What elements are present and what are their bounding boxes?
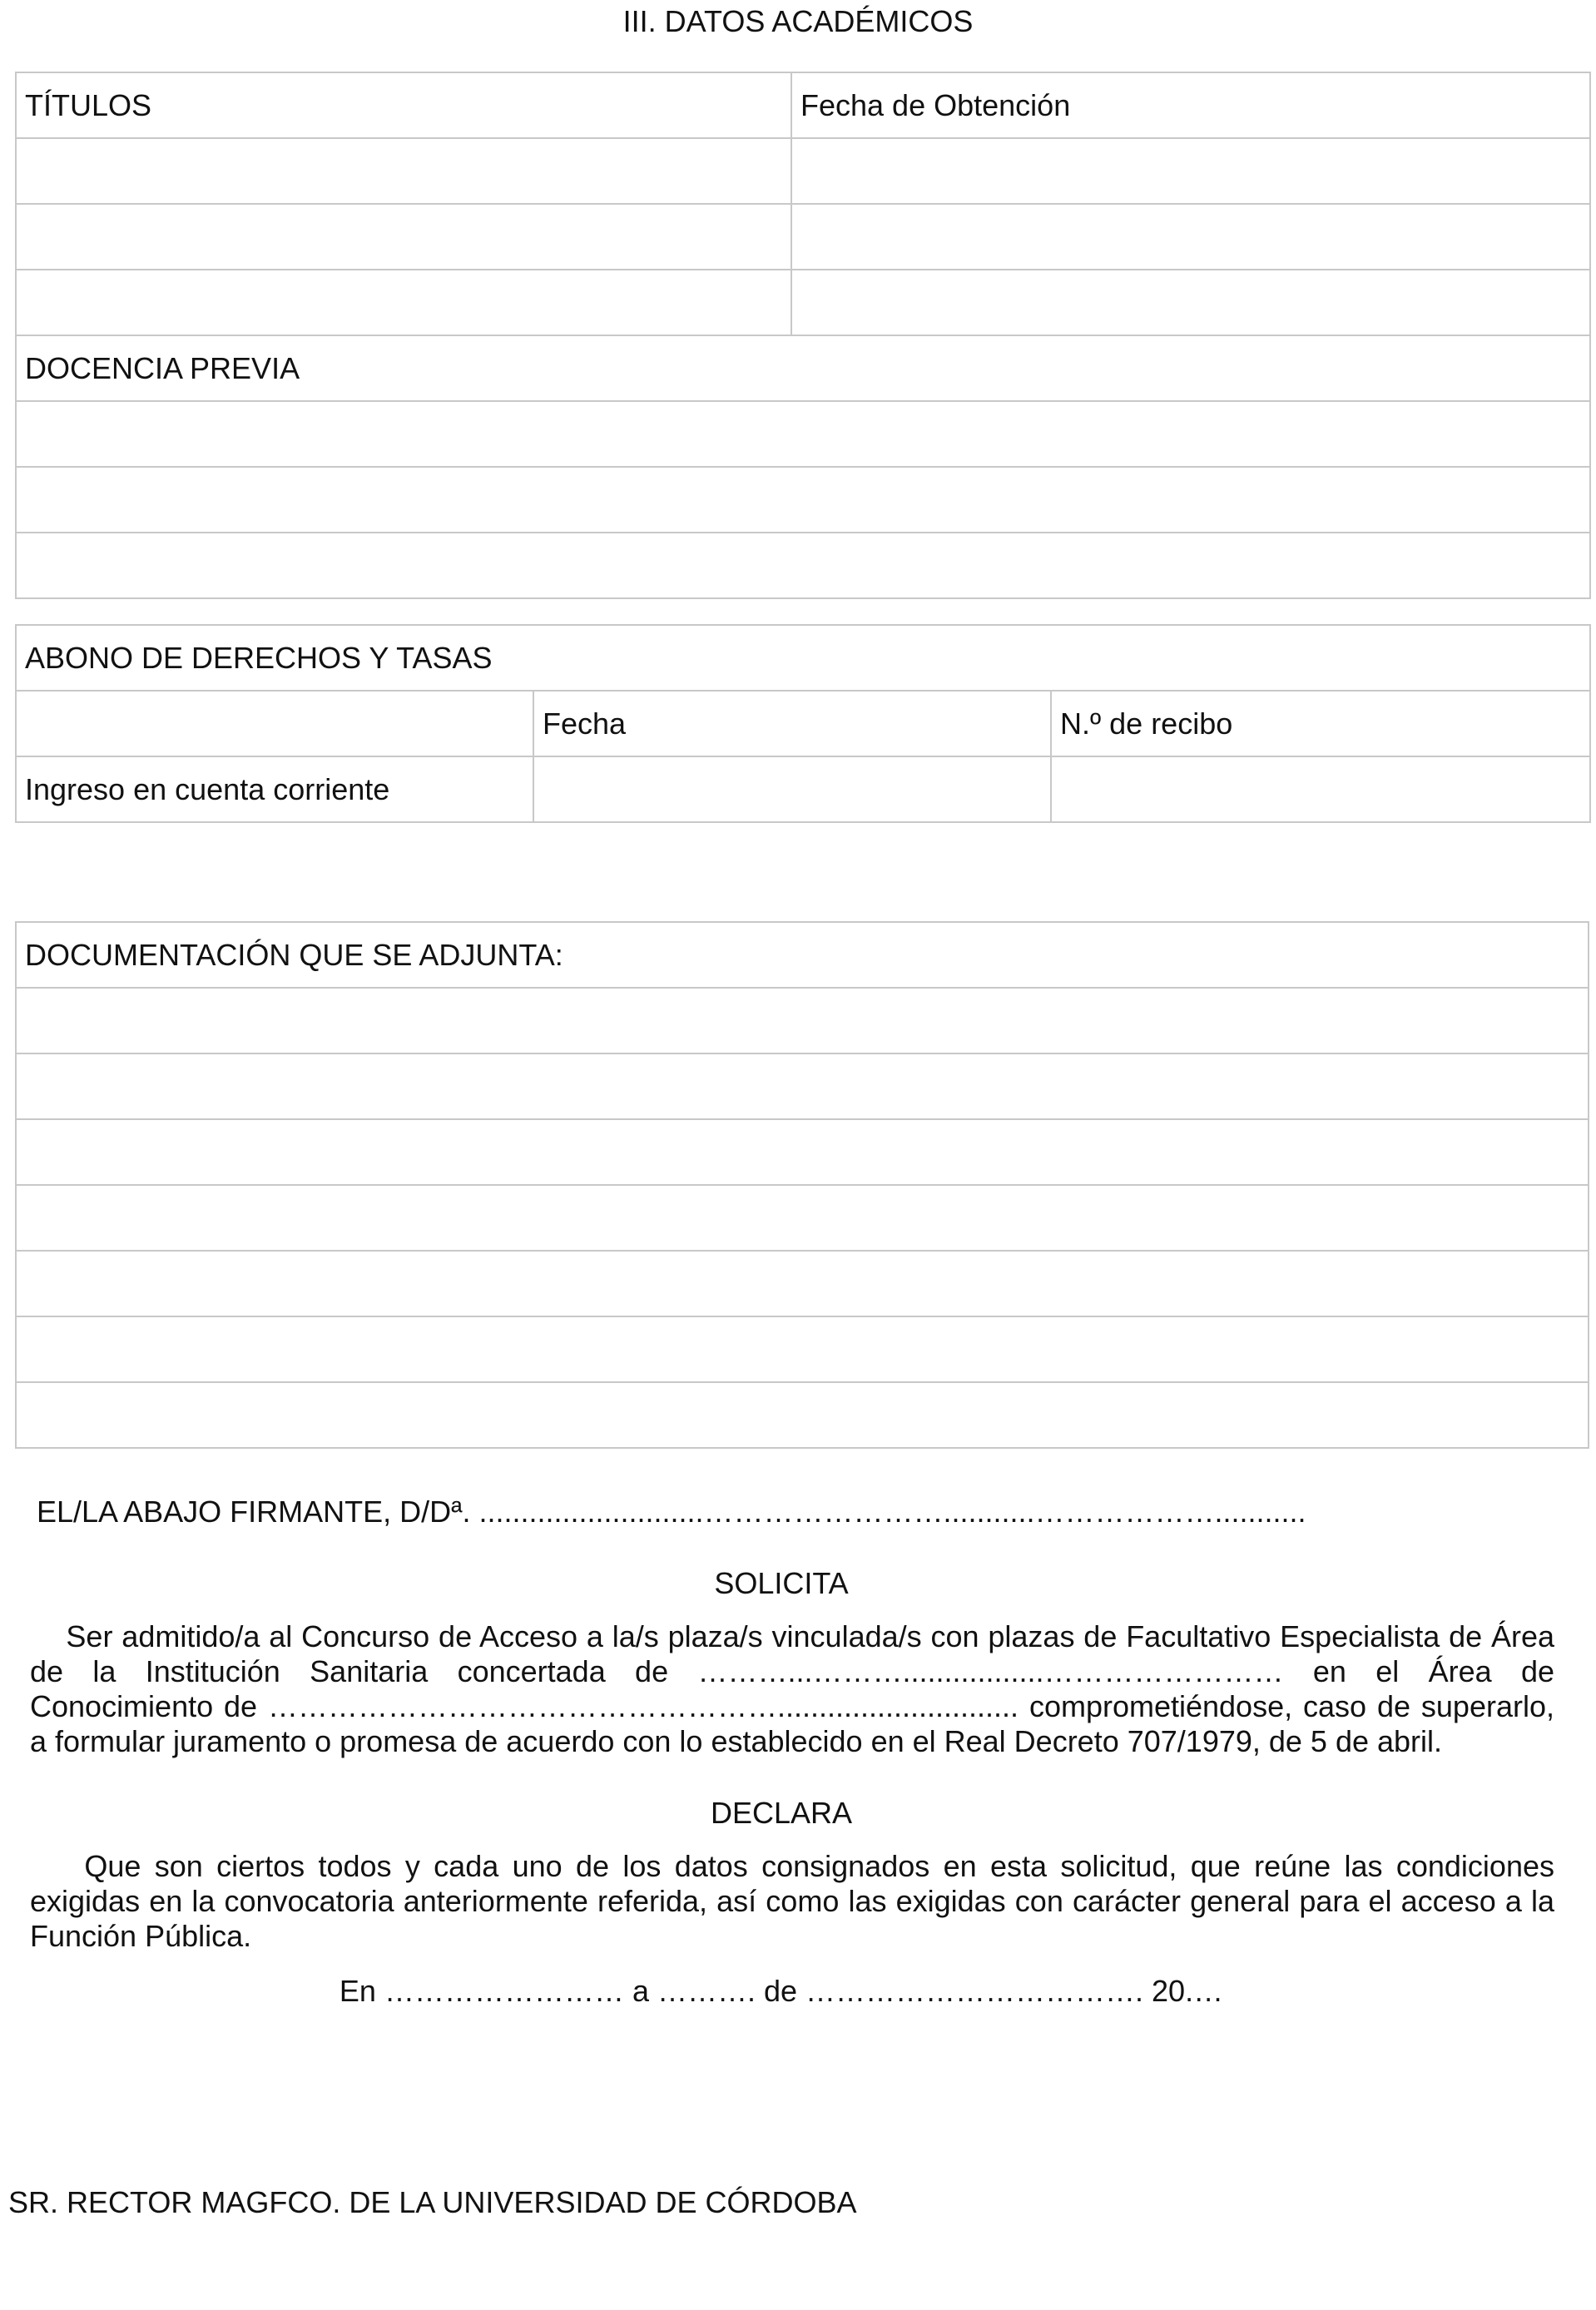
solicita-line-1: Ser admitido/a al Concurso de Acceso a la/s plaza/s vinculada/s con plazas de Facultativo Especialista de Área <box>30 1619 1555 1653</box>
fees-table <box>15 624 1591 823</box>
declara-line-3: Función Pública. <box>30 1919 252 1953</box>
declara-line-1: Que son ciertos todos y cada uno de los datos consignados en esta solicitud, que reúne las condiciones <box>30 1849 1554 1883</box>
firmante-line: EL/LA ABAJO FIRMANTE, D/Dª. ...........................……………………...........………………........... <box>37 1495 1306 1529</box>
fees-empty-cell <box>16 691 533 756</box>
declara-paragraph <box>30 1849 1554 1954</box>
ingreso-cuenta-label: Ingreso en cuenta corriente <box>16 756 533 822</box>
documentacion-header: DOCUMENTACIÓN QUE SE ADJUNTA: <box>16 922 1589 988</box>
documentacion-field-6[interactable] <box>16 1316 1589 1382</box>
documentacion-field-5[interactable] <box>16 1251 1589 1316</box>
abono-header: ABONO DE DERECHOS Y TASAS <box>16 625 1590 691</box>
fees-recibo-field[interactable] <box>1051 756 1590 822</box>
documentacion-field-1[interactable] <box>16 988 1589 1053</box>
documentacion-field-7[interactable] <box>16 1382 1589 1448</box>
titulo-field-2[interactable] <box>16 204 791 270</box>
declara-line-2: exigidas en la convocatoria anteriormente referida, así como las exigidas con carácter general para el acceso a la <box>30 1884 1554 1918</box>
solicita-line-2: de la Institución Sanitaria concertada de ………...……….................…………………… en el Área de <box>30 1654 1554 1688</box>
addressee: SR. RECTOR MAGFCO. DE LA UNIVERSIDAD DE CÓRDOBA <box>8 2185 857 2219</box>
docencia-field-1[interactable] <box>16 401 1590 467</box>
solicita-paragraph <box>30 1619 1554 1759</box>
documentation-table <box>15 921 1589 1449</box>
place-date-line: En …………………… a ………. de ……………………………. 20.… <box>339 1974 1224 2008</box>
titulo-field-3[interactable] <box>16 270 791 335</box>
documentacion-field-3[interactable] <box>16 1119 1589 1185</box>
docencia-previa-header: DOCENCIA PREVIA <box>16 335 1590 401</box>
fecha-obtencion-header: Fecha de Obtención <box>791 72 1590 138</box>
docencia-field-2[interactable] <box>16 467 1590 533</box>
fecha-obtencion-field-3[interactable] <box>791 270 1590 335</box>
fees-recibo-header: N.º de recibo <box>1051 691 1590 756</box>
fecha-obtencion-field-1[interactable] <box>791 138 1590 204</box>
solicita-line-4: a formular juramento o promesa de acuerdo con lo establecido en el Real Decreto 707/1979, de 5 de abril. <box>30 1724 1443 1758</box>
declara-title: DECLARA <box>710 1796 853 1830</box>
docencia-field-3[interactable] <box>16 533 1590 598</box>
documentacion-field-2[interactable] <box>16 1053 1589 1119</box>
fees-fecha-header: Fecha <box>533 691 1051 756</box>
solicita-title: SOLICITA <box>714 1566 849 1600</box>
fecha-obtencion-field-2[interactable] <box>791 204 1590 270</box>
titulo-field-1[interactable] <box>16 138 791 204</box>
fees-fecha-field[interactable] <box>533 756 1051 822</box>
documentacion-field-4[interactable] <box>16 1185 1589 1251</box>
section-heading: III. DATOS ACADÉMICOS <box>622 4 974 38</box>
academic-data-table <box>15 72 1591 599</box>
titulos-header: TÍTULOS <box>16 72 791 138</box>
solicita-line-3: Conocimiento de ……………………………………………............................. comprometiéndose, caso de superarlo, <box>30 1689 1554 1723</box>
